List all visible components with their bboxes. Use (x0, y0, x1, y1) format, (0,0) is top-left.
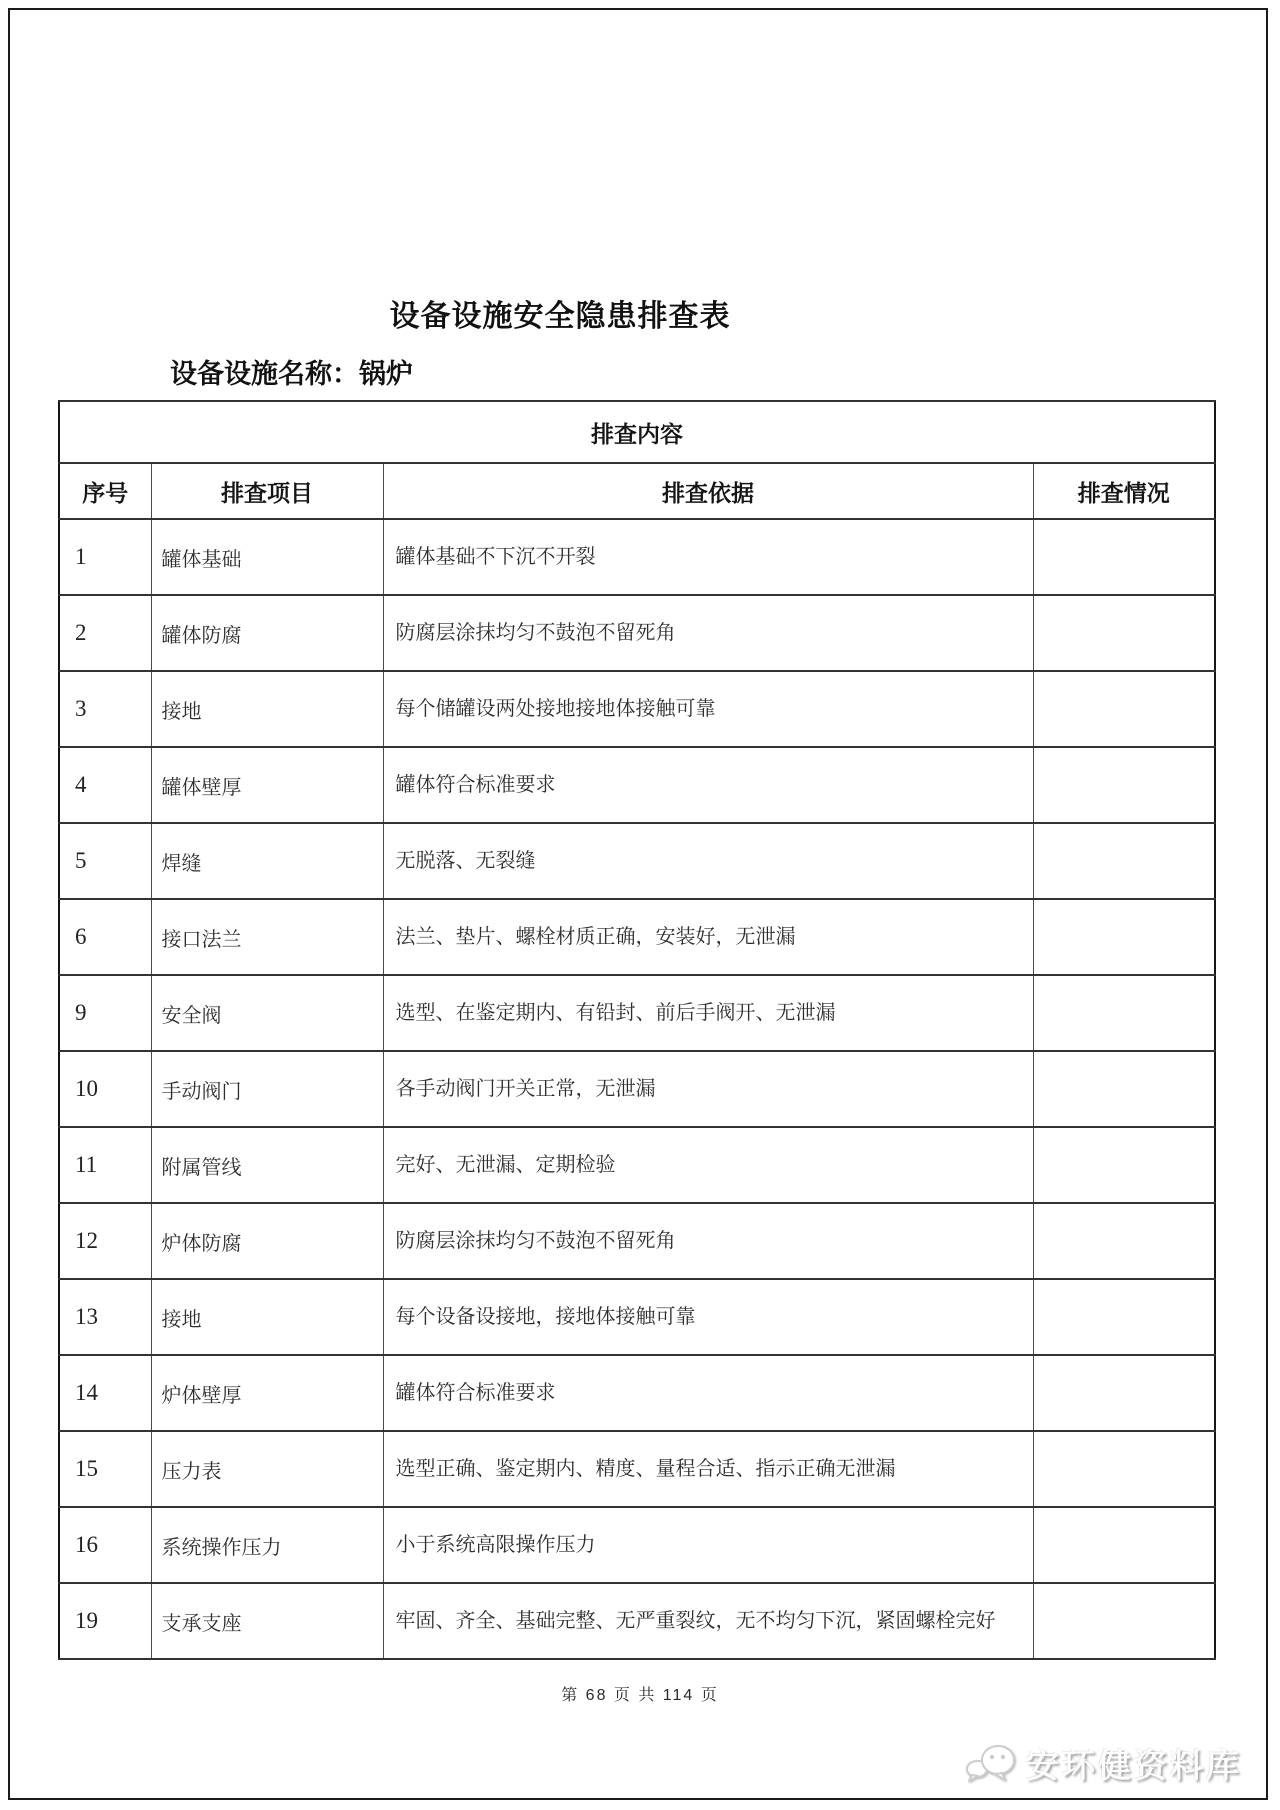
item-cell: 附属管线 (151, 1127, 383, 1203)
basis-cell: 罐体符合标准要求 (383, 747, 1033, 823)
inspection-table (58, 400, 1216, 1660)
row-number-cell: 4 (59, 747, 151, 823)
row-number-cell: 11 (59, 1127, 151, 1203)
item-cell: 炉体壁厚 (151, 1355, 383, 1431)
table-row (59, 975, 1215, 1051)
item-cell: 压力表 (151, 1431, 383, 1507)
table-row (59, 1051, 1215, 1127)
wechat-icon (964, 1742, 1018, 1786)
table-row (59, 595, 1215, 671)
table-row (59, 1203, 1215, 1279)
row-number-cell: 14 (59, 1355, 151, 1431)
item-cell: 炉体防腐 (151, 1203, 383, 1279)
basis-cell: 罐体基础不下沉不开裂 (383, 519, 1033, 595)
item-cell: 手动阀门 (151, 1051, 383, 1127)
device-name-line (170, 352, 413, 391)
status-cell (1033, 1507, 1215, 1583)
basis-cell: 完好、无泄漏、定期检验 (383, 1127, 1033, 1203)
basis-cell: 防腐层涂抹均匀不鼓泡不留死角 (383, 595, 1033, 671)
status-cell (1033, 1203, 1215, 1279)
row-number-cell: 10 (59, 1051, 151, 1127)
status-cell (1033, 1127, 1215, 1203)
status-cell (1033, 1583, 1215, 1659)
status-cell (1033, 823, 1215, 899)
row-number-cell: 5 (59, 823, 151, 899)
col-header-item: 排查项目 (151, 463, 383, 519)
basis-cell: 法兰、垫片、螺栓材质正确，安装好，无泄漏 (383, 899, 1033, 975)
table-row (59, 1583, 1215, 1659)
row-number-cell: 16 (59, 1507, 151, 1583)
section-header-cell: 排查内容 (59, 401, 1215, 463)
item-cell: 接地 (151, 1279, 383, 1355)
status-cell (1033, 1051, 1215, 1127)
table-row (59, 519, 1215, 595)
item-cell: 安全阀 (151, 975, 383, 1051)
table-row (59, 1127, 1215, 1203)
item-cell: 支承支座 (151, 1583, 383, 1659)
table-row (59, 1355, 1215, 1431)
page-number: 第 68 页 共 114 页 (561, 1687, 719, 1704)
table-row (59, 899, 1215, 975)
row-number-cell: 13 (59, 1279, 151, 1355)
row-number-cell: 9 (59, 975, 151, 1051)
row-number-cell: 19 (59, 1583, 151, 1659)
basis-cell: 选型、在鉴定期内、有铅封、前后手阀开、无泄漏 (383, 975, 1033, 1051)
table-row (59, 1507, 1215, 1583)
table-body (59, 519, 1215, 1659)
table-row (59, 671, 1215, 747)
basis-cell: 无脱落、无裂缝 (383, 823, 1033, 899)
status-cell (1033, 519, 1215, 595)
item-cell: 焊缝 (151, 823, 383, 899)
status-cell (1033, 1355, 1215, 1431)
table-row (59, 823, 1215, 899)
watermark (964, 1740, 1242, 1787)
watermark-text: 安环健资料库 (1026, 1747, 1242, 1784)
col-header-status: 排查情况 (1033, 463, 1215, 519)
page-title: 设备设施安全隐患排查表 (389, 300, 731, 333)
item-cell: 接口法兰 (151, 899, 383, 975)
basis-cell: 每个储罐设两处接地接地体接触可靠 (383, 671, 1033, 747)
item-cell: 罐体防腐 (151, 595, 383, 671)
item-cell: 罐体壁厚 (151, 747, 383, 823)
status-cell (1033, 1279, 1215, 1355)
basis-cell: 各手动阀门开关正常，无泄漏 (383, 1051, 1033, 1127)
status-cell (1033, 899, 1215, 975)
row-number-cell: 6 (59, 899, 151, 975)
section-header-row (59, 401, 1215, 463)
row-number-cell: 15 (59, 1431, 151, 1507)
table-row (59, 747, 1215, 823)
status-cell (1033, 1431, 1215, 1507)
status-cell (1033, 975, 1215, 1051)
basis-cell: 罐体符合标准要求 (383, 1355, 1033, 1431)
row-number-cell: 2 (59, 595, 151, 671)
status-cell (1033, 595, 1215, 671)
col-header-no: 序号 (59, 463, 151, 519)
item-cell: 接地 (151, 671, 383, 747)
item-cell: 罐体基础 (151, 519, 383, 595)
status-cell (1033, 671, 1215, 747)
basis-cell: 防腐层涂抹均匀不鼓泡不留死角 (383, 1203, 1033, 1279)
device-name-label: 设备设施名称： (170, 359, 359, 389)
basis-cell: 小于系统高限操作压力 (383, 1507, 1033, 1583)
row-number-cell: 12 (59, 1203, 151, 1279)
item-cell: 系统操作压力 (151, 1507, 383, 1583)
row-number-cell: 3 (59, 671, 151, 747)
status-cell (1033, 747, 1215, 823)
basis-cell: 牢固、齐全、基础完整、无严重裂纹，无不均匀下沉，紧固螺栓完好 (383, 1583, 1033, 1659)
device-name-value: 锅炉 (359, 359, 413, 389)
table-row (59, 1279, 1215, 1355)
basis-cell: 每个设备设接地，接地体接触可靠 (383, 1279, 1033, 1355)
table-row (59, 1431, 1215, 1507)
basis-cell: 选型正确、鉴定期内、精度、量程合适、指示正确无泄漏 (383, 1431, 1033, 1507)
column-header-row (59, 463, 1215, 519)
col-header-basis: 排查依据 (383, 463, 1033, 519)
row-number-cell: 1 (59, 519, 151, 595)
